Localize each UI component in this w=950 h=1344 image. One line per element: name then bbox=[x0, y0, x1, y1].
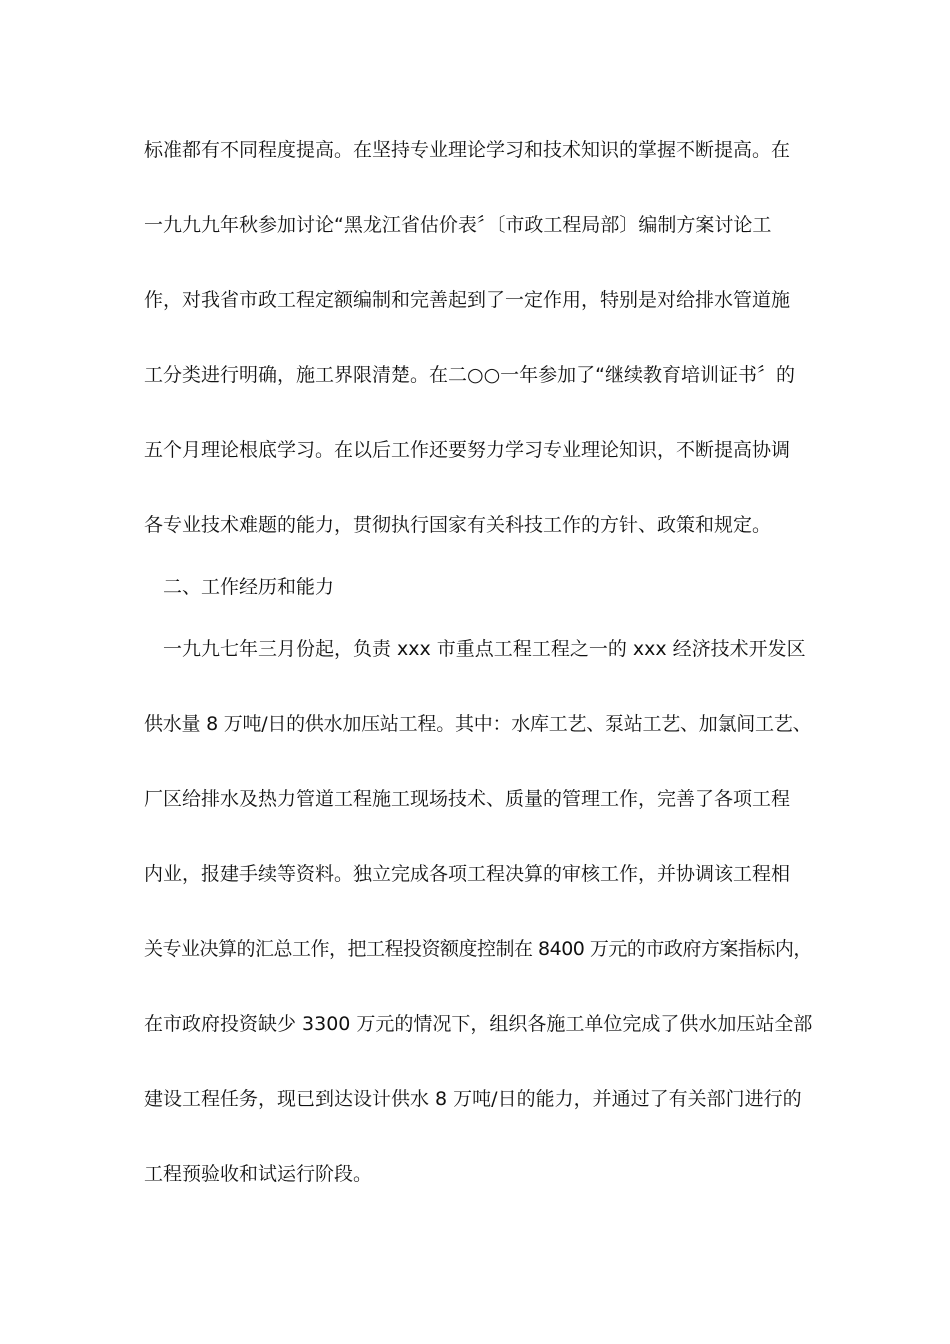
body-text-line: 五个月理论根底学习。在以后工作还要努力学习专业理论知识，不断提高协调 bbox=[144, 439, 791, 461]
section-heading: 二、工作经历和能力 bbox=[163, 576, 335, 598]
body-text-line: 关专业决算的汇总工作，把工程投资额度控制在 8400 万元的市政府方案指标内， bbox=[144, 938, 812, 960]
body-text-line: 在市政府投资缺少 3300 万元的情况下，组织各施工单位完成了供水加压站全部 bbox=[144, 1013, 813, 1035]
body-text-line: 厂区给排水及热力管道工程施工现场技术、质量的管理工作，完善了各项工程 bbox=[144, 788, 791, 810]
body-text-line: 工程预验收和试运行阶段。 bbox=[144, 1163, 373, 1185]
body-text-line: 工分类进行明确，施工界限清楚。在二○○一年参加了“继续教育培训证书〞的 bbox=[144, 364, 796, 386]
body-text-line: 建设工程任务，现已到达设计供水 8 万吨/日的能力，并通过了有关部门进行的 bbox=[144, 1088, 802, 1110]
body-text-line: 各专业技术难题的能力，贯彻执行国家有关科技工作的方针、政策和规定。 bbox=[144, 514, 772, 536]
body-text-line: 标准都有不同程度提高。在坚持专业理论学习和技术知识的掌握不断提高。在 bbox=[144, 139, 791, 161]
body-text-line: 作，对我省市政工程定额编制和完善起到了一定作用，特别是对给排水管道施 bbox=[144, 289, 791, 311]
body-text-line: 内业，报建手续等资料。独立完成各项工程决算的审核工作，并协调该工程相 bbox=[144, 863, 791, 885]
body-text-line: 一九九九年秋参加讨论“黑龙江省估价表〞〔市政工程局部〕编制方案讨论工 bbox=[144, 214, 772, 236]
body-text-line: 一九九七年三月份起，负责 xxx 市重点工程工程之一的 xxx 经济技术开发区 bbox=[163, 638, 806, 660]
body-text-line: 供水量 8 万吨/日的供水加压站工程。其中：水库工艺、泵站工艺、加氯间工艺、 bbox=[144, 713, 812, 735]
